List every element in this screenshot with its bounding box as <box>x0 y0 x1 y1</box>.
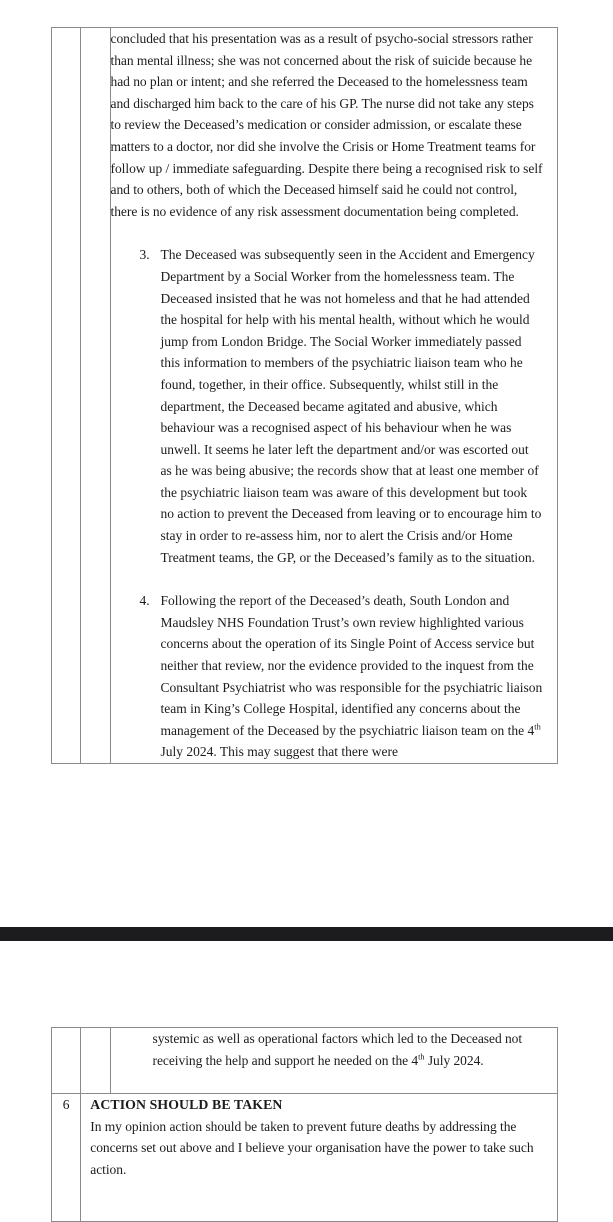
action-body-paragraph: In my opinion action should be taken to prevent future deaths by addressing the concerns set out above and I believe your organisation have the power to take such action. <box>90 1118 534 1177</box>
continuation-text-after-date: July 2024. <box>424 1052 484 1068</box>
continuation-paragraph-page-two <box>111 1028 557 1071</box>
row-number-cell: 6 <box>52 1094 81 1221</box>
date-ordinal-suffix: th <box>418 1052 425 1062</box>
continuation-paragraph: concluded that his presentation was as a result of psycho-social stressors rather than mental illness; she was not concerned about the risk of suicide because he had no plan or intent; and she referred the Deceased to the homelessness team and discharged him back to the care of his GP. The nurse did not take any steps to review the Deceased’s medication or consider admission, or escalate these matters to a doctor, nor did she involve the Crisis or Home Treatment teams for follow up / immediate safeguarding. Despite there being a recognised risk to self and to others, both of which the Deceased himself said he could not control, there is no evidence of any risk assessment documentation being completed. <box>110 31 543 219</box>
list-item <box>111 590 557 763</box>
row-body-cell <box>110 1028 557 1094</box>
list-item-marker: 3. <box>139 247 150 263</box>
action-body-cell <box>81 1094 558 1221</box>
date-ordinal-suffix: th <box>534 722 541 732</box>
table-row-action <box>52 1094 558 1221</box>
continuation-text-before-date: systemic as well as operational factors which led to the Deceased not receiving the help and support he needed on the 4 <box>152 1031 523 1068</box>
gutter-cell <box>81 1028 110 1094</box>
action-table-page-two <box>51 1027 558 1222</box>
numbered-list <box>111 244 557 763</box>
list-item-marker: 4. <box>139 593 150 609</box>
list-item-text-before-date: Following the report of the Deceased’s death, South London and Maudsley NHS Foundation Trust’s own review highlighted various concerns about the operation of its Single Point of Access service but neither that review, nor the evidence provided to the inquest from the Consultant Psychiatrist who was responsible for the psychiatric liaison team in King’s College Hospital, identified any concerns about the management of the Deceased by the psychiatric liaison team on the 4 <box>160 593 543 738</box>
list-item-text-after-date: July 2024. This may suggest that there were <box>160 744 398 760</box>
list-item <box>111 244 557 568</box>
section-heading: ACTION SHOULD BE TAKEN <box>90 1097 283 1113</box>
page-separator-band <box>0 927 613 941</box>
table-row <box>52 28 558 764</box>
page-fragment-bottom <box>0 941 613 1200</box>
list-item-text: The Deceased was subsequently seen in the Accident and Emergency Department by a Social Worker from the homelessness team. The Deceased insisted that he was not homeless and that he had attended the hospital for help with his mental health, without which he would jump from London Bridge. The Social Worker immediately passed this information to members of the psychiatric liaison team who he found, together, in their office. Subsequently, whilst still in the department, the Deceased became agitated and abusive, which behaviour was a recognised aspect of his behaviour when he was unwell. It seems he later left the department and/or was escorted out as he was being abusive; the records show that at least one member of the psychiatric liaison team was aware of this development but took no action to prevent the Deceased from leaving or to encourage him to stay in order to re-assess him, nor to alert the Crisis and/or Home Treatment teams, the GP, or the Deceased’s family as to the situation. <box>160 247 542 565</box>
row-body-cell <box>110 28 557 764</box>
table-row <box>52 1028 558 1094</box>
gutter-cell <box>81 28 110 764</box>
continuation-table-page-one <box>51 27 558 764</box>
row-number-cell <box>52 1028 81 1094</box>
row-number-cell <box>52 28 81 764</box>
